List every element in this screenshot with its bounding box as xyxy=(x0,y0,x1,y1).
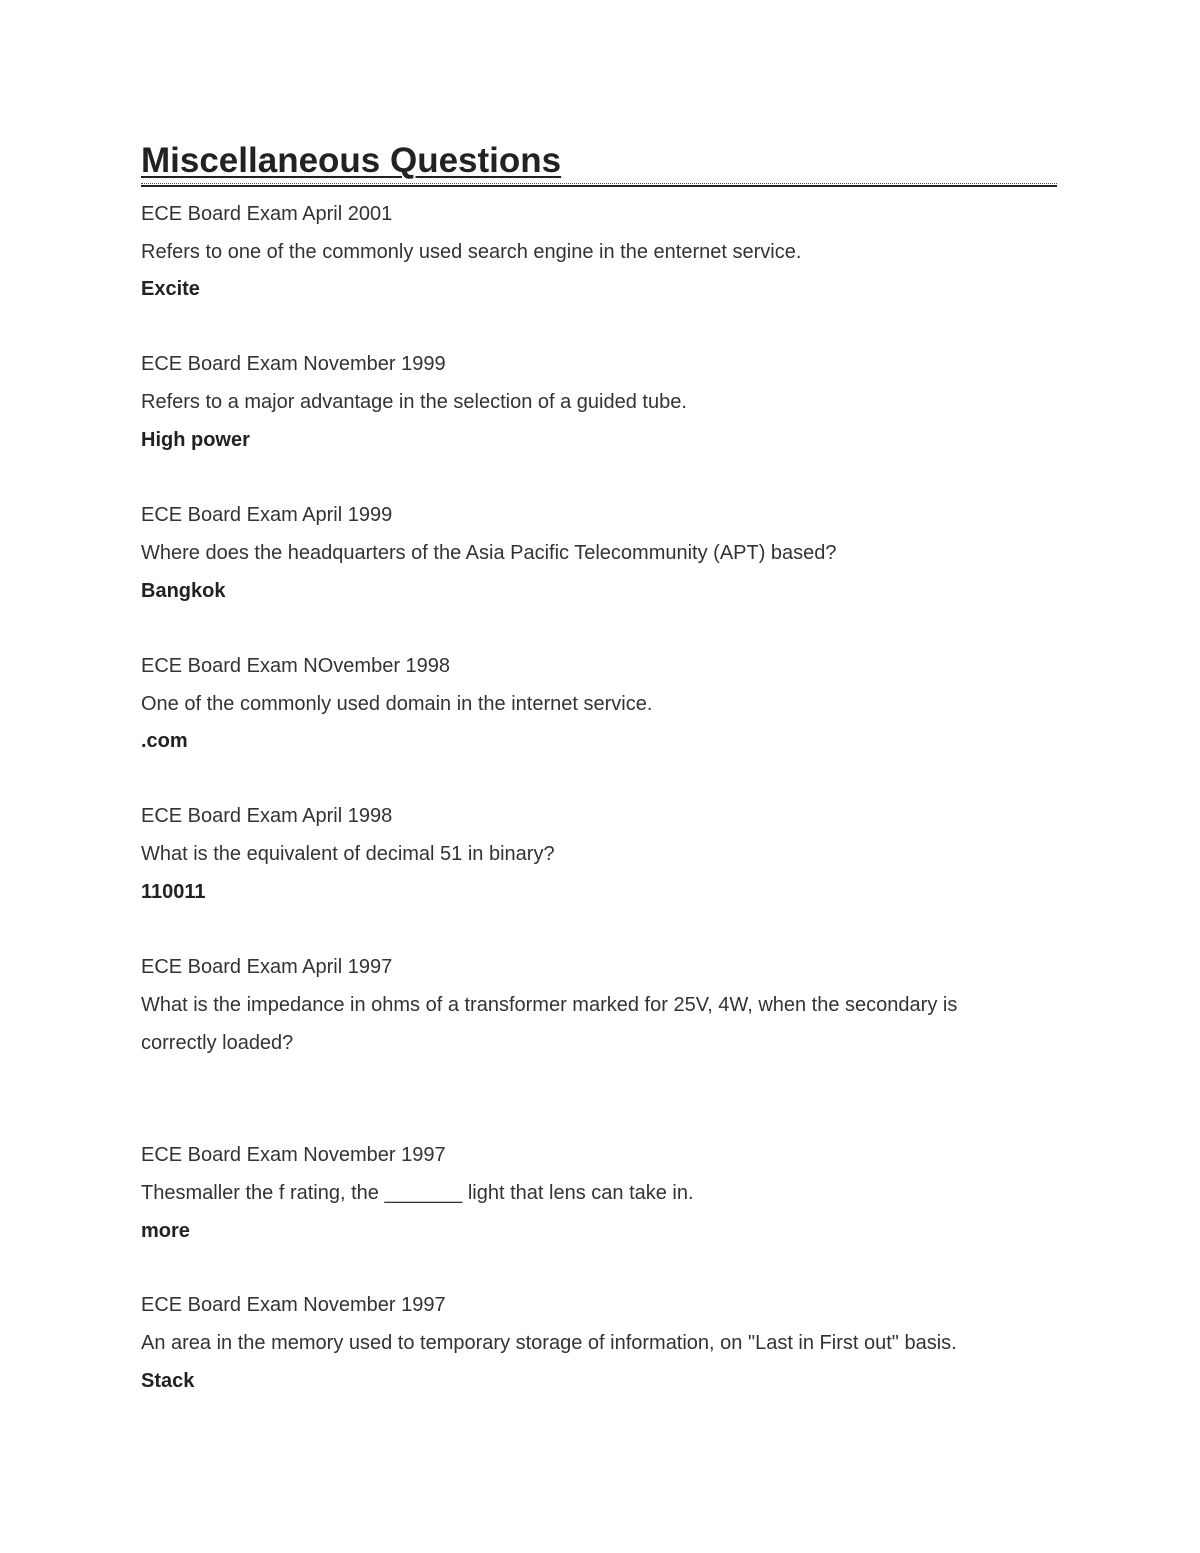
question-text: Refers to one of the commonly used search engine in the enternet service. xyxy=(141,241,802,263)
question-text: One of the commonly used domain in the internet service. xyxy=(141,693,653,715)
question-text: What is the impedance in ohms of a transformer marked for 25V, 4W, when the secondary is xyxy=(141,994,958,1016)
question-text: What is the equivalent of decimal 51 in binary? xyxy=(141,843,555,865)
exam-label: ECE Board Exam NOvember 1998 xyxy=(141,655,451,677)
answer-text: Stack xyxy=(141,1370,195,1392)
page-title: Miscellaneous Questions xyxy=(141,141,562,180)
answer-text: more xyxy=(141,1220,190,1242)
question-text: Where does the headquarters of the Asia Pacific Telecommunity (APT) based? xyxy=(141,542,837,564)
exam-label: ECE Board Exam November 1997 xyxy=(141,1294,446,1316)
title-divider xyxy=(141,183,1057,187)
question-text-continued: correctly loaded? xyxy=(141,1032,294,1054)
exam-label: ECE Board Exam April 1997 xyxy=(141,956,393,978)
exam-label: ECE Board Exam April 1999 xyxy=(141,504,393,526)
answer-text: Bangkok xyxy=(141,580,226,602)
answer-text: .com xyxy=(141,730,188,752)
question-text: Thesmaller the f rating, the _______ light that lens can take in. xyxy=(141,1182,694,1204)
answer-text: Excite xyxy=(141,278,200,300)
exam-label: ECE Board Exam November 1997 xyxy=(141,1144,446,1166)
answer-text: High power xyxy=(141,429,250,451)
exam-label: ECE Board Exam November 1999 xyxy=(141,353,446,375)
question-text: Refers to a major advantage in the selection of a guided tube. xyxy=(141,391,687,413)
exam-label: ECE Board Exam April 2001 xyxy=(141,203,393,225)
question-text: An area in the memory used to temporary storage of information, on "Last in First out" basis. xyxy=(141,1332,957,1354)
exam-label: ECE Board Exam April 1998 xyxy=(141,805,393,827)
answer-text: 110011 xyxy=(141,881,206,903)
